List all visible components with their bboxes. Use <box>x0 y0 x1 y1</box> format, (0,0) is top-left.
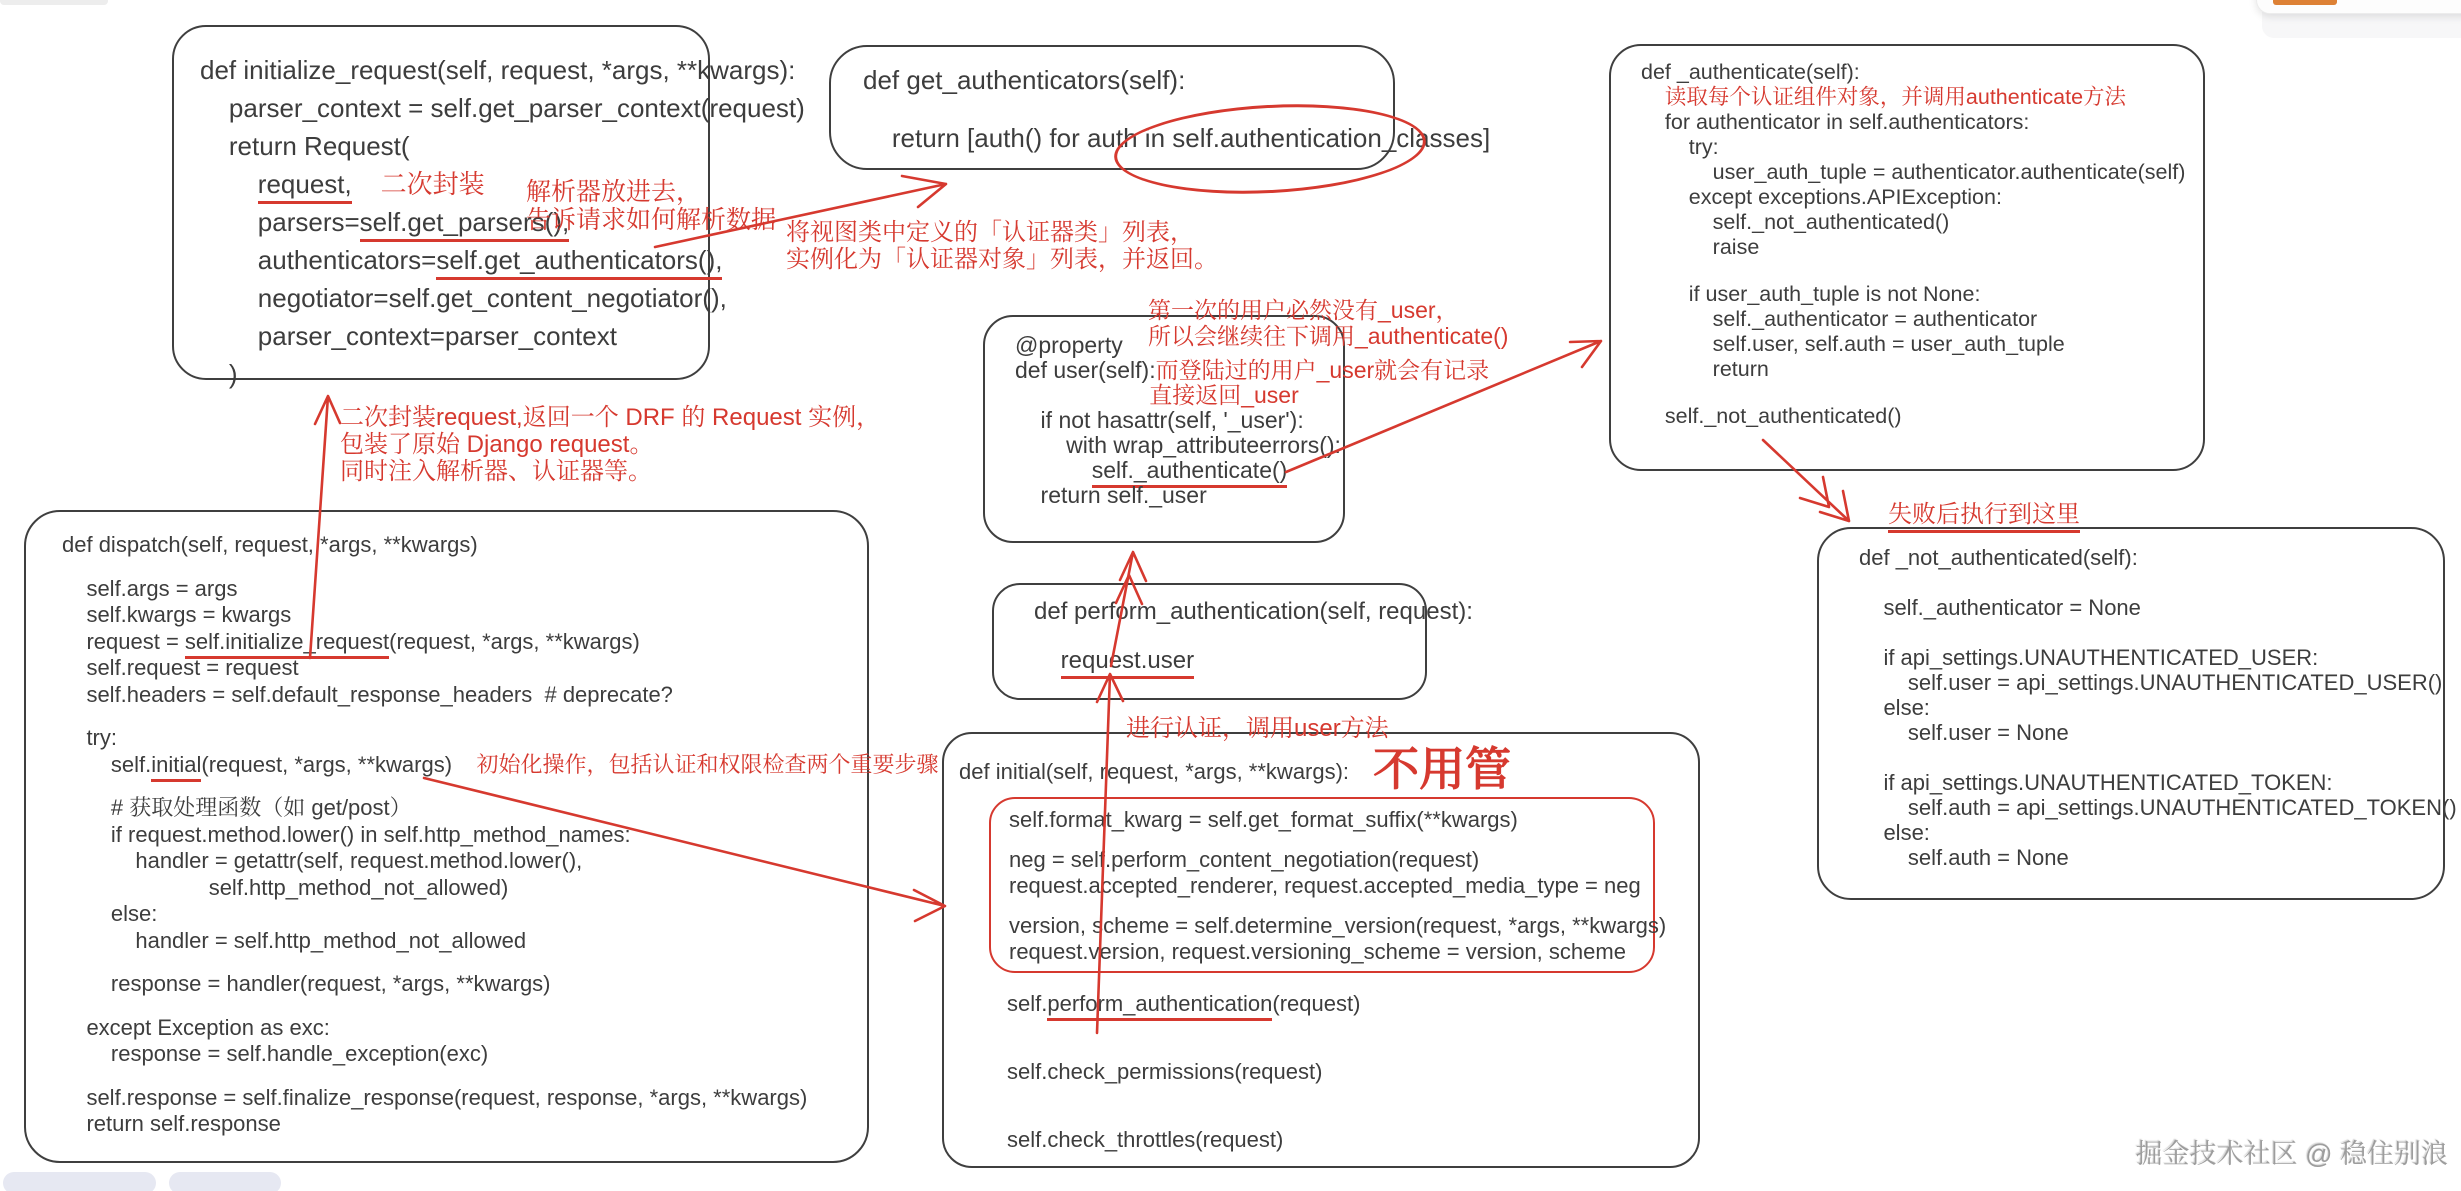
top-left-sliver <box>0 0 108 5</box>
initialize-request-code-box: def initialize_request(self, request, *args, **kwargs): parser_context = self.get_parser_context(request) return Request( request, 二次封装 parsers=self.get_parsers(), authenticators=self.get_authenticators(), negotiator=self.get_content_negotiator(), parser_context=parser_context ) <box>172 25 710 380</box>
perform-authentication-code-box: def perform_authentication(self, request): request.user <box>992 583 1427 700</box>
not-authenticated-code-box: def _not_authenticated(self): self._authenticator = None if api_settings.UNAUTHENTICATED_USER: self.user = api_settings.UNAUTHENTICATED_USER() else: self.user = None if api_settings.UNAUTHENTICATED_TOKEN: self.auth = api_settings.UNAUTHENTICATED_TOKEN() else: self.auth = None <box>1817 527 2445 900</box>
get-authenticators-code-box: def get_authenticators(self): return [auth() for auth in self.authentication_classes] <box>829 45 1395 170</box>
first-user-note: 第一次的用户必然没有_user， 所以会继续往下调用_authenticate() <box>1148 297 1509 349</box>
authentication-classes-note: 将视图类中定义的「认证器类」列表， 实例化为「认证器对象」列表，并返回。 <box>786 219 1218 273</box>
initial-highlight-rect: self.format_kwarg = self.get_format_suffix(**kwargs) neg = self.perform_content_negotiation(request) request.accepted_renderer, request.accepted_media_type = neg version, scheme = self.determine_version(request, *args, **kwargs) request.version, request.versioning_scheme = version, scheme <box>989 797 1655 973</box>
orange-accent-bar <box>2273 0 2337 5</box>
top-right-card-shade <box>2262 12 2461 38</box>
wrap-request-note: 二次封装request,返回一个 DRF 的 Request 实例， 包装了原始 Django request。 同时注入解析器、认证器等。 <box>340 404 881 485</box>
bottom-left-pill-button[interactable] <box>3 1172 156 1191</box>
bottom-left-pill-button-2[interactable] <box>169 1172 281 1191</box>
initial-code-box <box>942 732 1700 1168</box>
perform-authentication-note: 进行认证，调用user方法 <box>1126 715 1389 742</box>
parser-note: 解析器放进去， 告诉请求如何解析数据 <box>526 178 777 234</box>
dispatch-code-box: def dispatch(self, request, *args, **kwargs) self.args = args self.kwargs = kwargs request = self.initialize_request(request, *args, **kwargs) self.request = request self.headers = self.default_response_headers # deprecate? try: self.initial(request, *args, **kwargs) 初始化操作，包括认证和权限检查两个重要步骤 # 获取处理函数（如 get/post） if request.method.lower() in self.http_method_names: handler = getattr(self, request.method.lower(), self.http_method_not_allowed) else: handler = self.http_method_not_allowed response = handler(request, *args, **kwargs) except Exception as exc: response = self.handle_exception(exc) self.response = self.finalize_response(request, response, *args, **kwargs) return self.response <box>24 510 869 1163</box>
fail-path-note: 失败后执行到这里 <box>1888 494 2080 529</box>
user-property-code-box: @property def user(self):而登陆过的用户_user就会有记录 直接返回_user if not hasattr(self, '_user'): with wrap_attributeerrors(): self._authenticate() return self._user <box>983 315 1345 543</box>
initial-def-line: def initial(self, request, *args, **kwargs): 不用管 <box>959 743 1512 795</box>
authenticate-code-box: def _authenticate(self): 读取每个认证组件对象，并调用authenticate方法 for authenticator in self.authenticators: try: user_auth_tuple = authenticator.authenticate(self) except exceptions.APIException: self._not_authenticated() raise if user_auth_tuple is not None: self._authenticator = authenticator self.user, self.auth = user_auth_tuple return self._not_authenticated() <box>1609 44 2205 471</box>
watermark: 掘金技术社区 @ 稳住别浪 <box>2135 1139 2448 1169</box>
initial-tail-lines: self.perform_authentication(request) self.check_permissions(request) self.check_throttles(request) <box>1007 991 1361 1152</box>
